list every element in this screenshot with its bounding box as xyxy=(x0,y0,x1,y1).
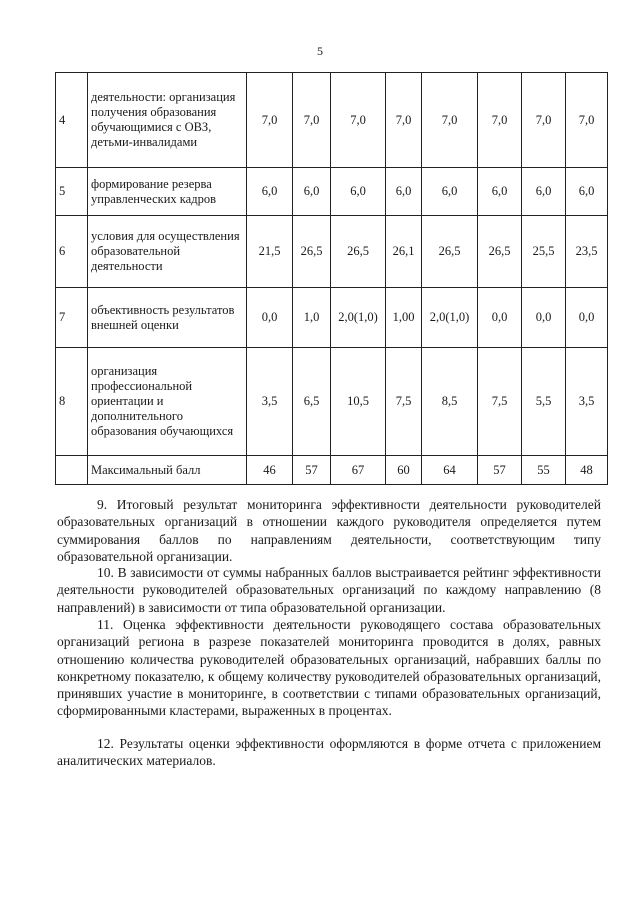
value-cell: 0,0 xyxy=(247,288,293,348)
value-cell: 7,0 xyxy=(331,73,386,168)
scores-table xyxy=(55,72,608,485)
table-row xyxy=(56,288,608,348)
value-cell: 5,5 xyxy=(522,348,566,456)
value-cell: 26,5 xyxy=(422,216,478,288)
row-number: 7 xyxy=(56,288,88,348)
max-score-cell: 48 xyxy=(566,456,608,485)
value-cell: 7,0 xyxy=(247,73,293,168)
value-cell: 7,0 xyxy=(386,73,422,168)
value-cell: 6,0 xyxy=(478,168,522,216)
row-number: 4 xyxy=(56,73,88,168)
value-cell: 26,5 xyxy=(478,216,522,288)
value-cell: 6,0 xyxy=(293,168,331,216)
paragraph-10: 10. В зависимости от суммы набранных баллов выстраивается рейтинг эффективности деятельности руководителей образовательных организаций по каждому направлению (8 направлений) в зависимости от типа образовательной организации. xyxy=(57,565,601,615)
criterion-cell: формирование резерва управленческих кадров xyxy=(88,168,247,216)
value-cell: 7,5 xyxy=(478,348,522,456)
value-cell: 7,0 xyxy=(293,73,331,168)
max-score-cell: 57 xyxy=(293,456,331,485)
value-cell: 7,5 xyxy=(386,348,422,456)
max-score-cell: 55 xyxy=(522,456,566,485)
value-cell: 7,0 xyxy=(422,73,478,168)
value-cell: 6,0 xyxy=(247,168,293,216)
value-cell: 6,0 xyxy=(522,168,566,216)
value-cell: 7,0 xyxy=(522,73,566,168)
value-cell: 1,00 xyxy=(386,288,422,348)
empty-cell xyxy=(56,456,88,485)
row-number: 5 xyxy=(56,168,88,216)
max-score-cell: 60 xyxy=(386,456,422,485)
table-row xyxy=(56,73,608,168)
value-cell: 2,0(1,0) xyxy=(422,288,478,348)
value-cell: 10,5 xyxy=(331,348,386,456)
max-score-row xyxy=(56,456,608,485)
max-score-cell: 57 xyxy=(478,456,522,485)
criterion-cell: деятельности: организация получения образования обучающимися с ОВЗ, детьми-инвалидами xyxy=(88,73,247,168)
paragraph-11: 11. Оценка эффективности деятельности руководящего состава образовательных организаций региона в разрезе показателей мониторинга проводится в долях, равных отношению количества руководителей образовательных организаций, набравших баллы по конкретному показателю, к общему количеству руководителей образовательных организаций, принявших участие в мониторинге, в соответствии с типами образовательных организаций, сформированными кластерами, выраженных в процентах. xyxy=(57,617,601,719)
criterion-cell: объективность результатов внешней оценки xyxy=(88,288,247,348)
page-number: 5 xyxy=(317,44,323,58)
value-cell: 23,5 xyxy=(566,216,608,288)
row-number: 8 xyxy=(56,348,88,456)
value-cell: 6,0 xyxy=(422,168,478,216)
table-row xyxy=(56,168,608,216)
max-score-cell: 67 xyxy=(331,456,386,485)
value-cell: 21,5 xyxy=(247,216,293,288)
criterion-cell: организация профессиональной ориентации и дополнительного образования обучающихся xyxy=(88,348,247,456)
value-cell: 0,0 xyxy=(478,288,522,348)
value-cell: 1,0 xyxy=(293,288,331,348)
value-cell: 3,5 xyxy=(247,348,293,456)
value-cell: 6,5 xyxy=(293,348,331,456)
value-cell: 26,5 xyxy=(331,216,386,288)
value-cell: 8,5 xyxy=(422,348,478,456)
value-cell: 0,0 xyxy=(566,288,608,348)
value-cell: 26,5 xyxy=(293,216,331,288)
max-score-cell: 64 xyxy=(422,456,478,485)
max-score-label: Максимальный балл xyxy=(88,456,247,485)
table-row xyxy=(56,348,608,456)
value-cell: 2,0(1,0) xyxy=(331,288,386,348)
paragraph-9: 9. Итоговый результат мониторинга эффективности деятельности руководителей образовательных организаций в отношении каждого руководителя определяется путем суммирования баллов по направлениям деятельности, соответствующим типу образовательной организации. xyxy=(57,497,601,564)
value-cell: 6,0 xyxy=(331,168,386,216)
table-row xyxy=(56,216,608,288)
paragraph-12: 12. Результаты оценки эффективности оформляются в форме отчета с приложением аналитических материалов. xyxy=(57,736,601,769)
value-cell: 6,0 xyxy=(386,168,422,216)
value-cell: 0,0 xyxy=(522,288,566,348)
value-cell: 6,0 xyxy=(566,168,608,216)
value-cell: 7,0 xyxy=(566,73,608,168)
criterion-cell: условия для осуществления образовательной деятельности xyxy=(88,216,247,288)
value-cell: 25,5 xyxy=(522,216,566,288)
value-cell: 7,0 xyxy=(478,73,522,168)
value-cell: 3,5 xyxy=(566,348,608,456)
row-number: 6 xyxy=(56,216,88,288)
max-score-cell: 46 xyxy=(247,456,293,485)
value-cell: 26,1 xyxy=(386,216,422,288)
